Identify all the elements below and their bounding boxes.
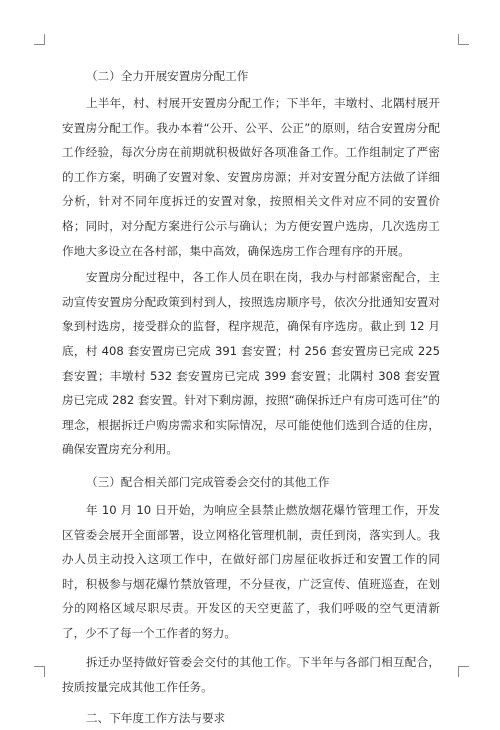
section-heading-next-year: 二、下年度工作方法与要求 <box>86 710 226 725</box>
paragraph-allocation-overview: 上半年，村、村展开安置房分配工作；下半年，丰墩村、北隅村展开安置房分配工作。我办本着“公开、公平、公正”的原则，结合安置房分配工作经验，每次分房在前期就积极做好各项准备工作。工作组制定了严密的工作方案，明确了安置对象、安置房房源；并对安置分配方法做了详细分析，针对不同年度拆迁的安置对象，按照相关文件对应不同的安置价格；同时，对分配方案进行公示与确认；为方便安置户选房，几次选房工作地大多设立在各村部，集中高效，确保选房工作合理有序的开展。 <box>62 96 440 258</box>
crop-mark-bottom-right <box>458 666 469 677</box>
crop-mark-bottom-left <box>34 666 45 677</box>
section-heading-housing-allocation: （二）全力开展安置房分配工作 <box>86 69 249 83</box>
paragraph-other-tasks: 拆迁办坚持做好管委会交付的其他工作。下半年与各部门相互配合，按质按量完成其他工作任务。 <box>62 655 440 695</box>
crop-mark-top-left <box>34 34 45 45</box>
paragraph-fireworks-management: 年 10 月 10 日开始，为响应全县禁止燃放烟花爆竹管理工作，开发区管委会展开全面部署，设立网格化管理机制，责任到岗，落实到人。我办人员主动投入这项工作中，在做好部门房屋征收拆迁和安置工作的同时，积极参与烟花爆竹禁放管理，不分昼夜，广泛宣传、值班巡查，在划分的网格区域尽职尽责。开发区的天空更蓝了，我们呼吸的空气更清新了，少不了每一个工作者的努力。 <box>62 502 440 640</box>
crop-mark-top-right <box>458 34 469 45</box>
paragraph-allocation-progress: 安置房分配过程中，各工作人员在职在岗，我办与村部紧密配合，主动宣传安置房分配政策到村到人，按照选房顺序号，依次分批通知安置对象到村选房，接受群众的监督，程序规范，确保有序选房。截止到 12 月底，村 408 套安置房已完成 391 套安置；村 256 套安置房已完成 225 套安置；丰墩村 532 套安置房已完成 399 套安置；北隅村 308 套安置房已完成 282 套安置。针对下剩房源，按照“确保拆迁户有房可选可住”的理念，根据拆迁户购房需求和实际情况，尽可能使他们选到合适的住房，确保安置房充分利用。 <box>62 270 440 457</box>
section-heading-other-tasks: （三）配合相关部门完成管委会交付的其他工作 <box>86 474 330 489</box>
document-body <box>62 64 440 730</box>
